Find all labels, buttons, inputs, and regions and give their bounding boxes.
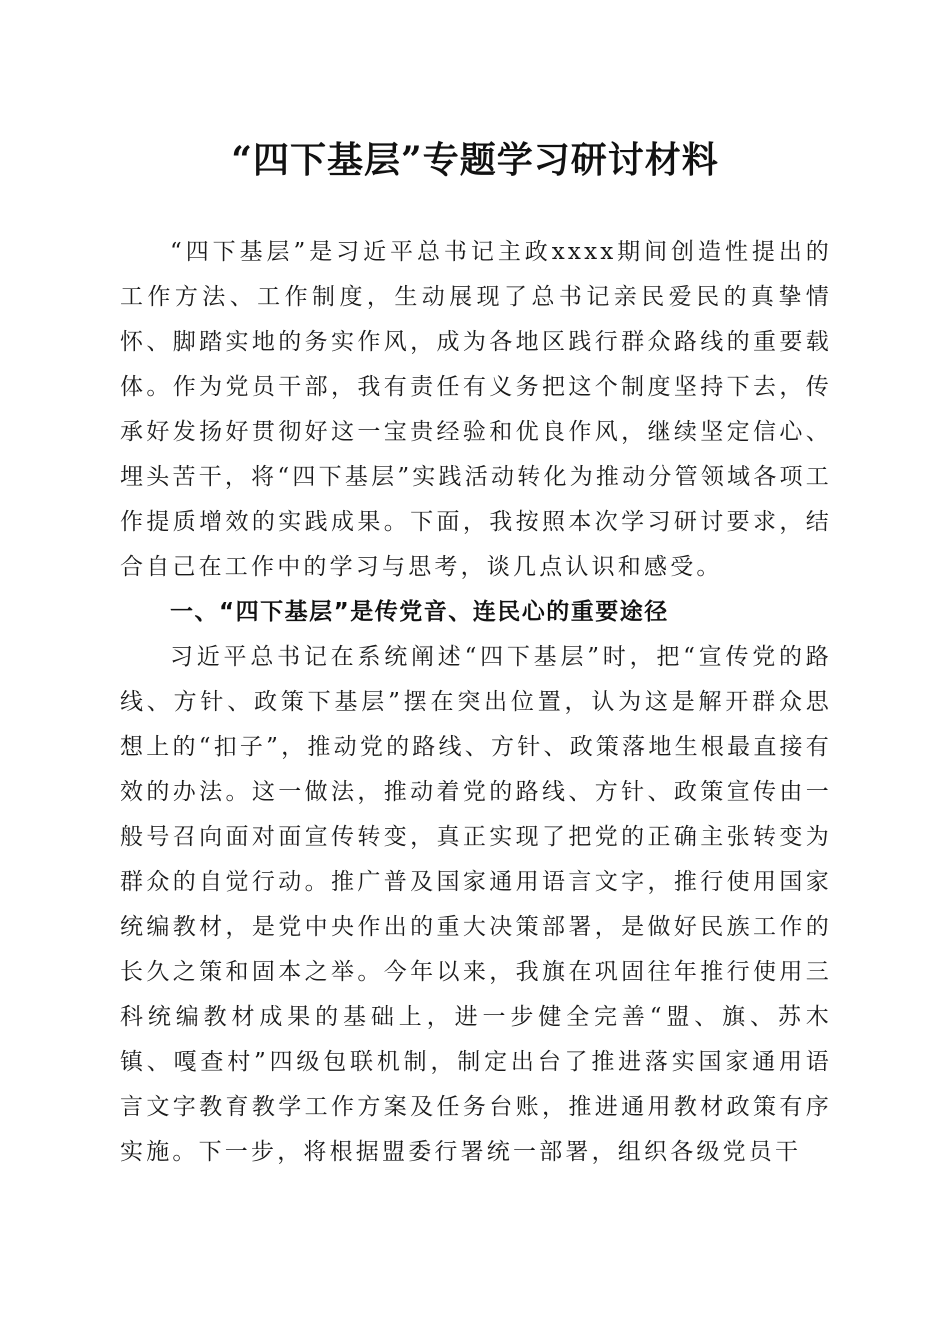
document-title: “四下基层”专题学习研讨材料: [231, 139, 719, 181]
section-heading-1: 一、“四下基层”是传党音、连民心的重要途径: [170, 599, 669, 625]
section-1-paragraph: 习近平总书记在系统阐述“四下基层”时，把“宣传党的路线、方针、政策下基层”摆在突出位置，认为这是解开群众思想上的“扣子”，推动党的路线、方针、政策落地生根最直接有效的办法。这一做法，推动着党的路线、方针、政策宣传由一般号召向面对面宣传转变，真正实现了把党的正确主张转变为群众的自觉行动。推广普及国家通用语言文字，推行使用国家统编教材，是党中央作出的重大决策部署，是做好民族工作的长久之策和固本之举。今年以来，我旗在巩固往年推行使用三科统编教材成果的基础上，进一步健全完善“盟、旗、苏木镇、嘎查村”四级包联机制，制定出台了推进落实国家通用语言文字教育教学工作方案及任务台账，推进通用教材政策有序实施。下一步，将根据盟委行署统一部署，组织各级党员干: [120, 644, 832, 1165]
intro-paragraph: “四下基层”是习近平总书记主政xxxx期间创造性提出的工作方法、工作制度，生动展现了总书记亲民爱民的真挚情怀、脚踏实地的务实作风，成为各地区践行群众路线的重要载体。作为党员干部，我有责任有义务把这个制度坚持下去，传承好发扬好贯彻好这一宝贵经验和优良作风，继续坚定信心、埋头苦干，将“四下基层”实践活动转化为推动分管领域各项工作提质增效的实践成果。下面，我按照本次学习研讨要求，结合自己在工作中的学习与思考，谈几点认识和感受。: [120, 239, 832, 580]
